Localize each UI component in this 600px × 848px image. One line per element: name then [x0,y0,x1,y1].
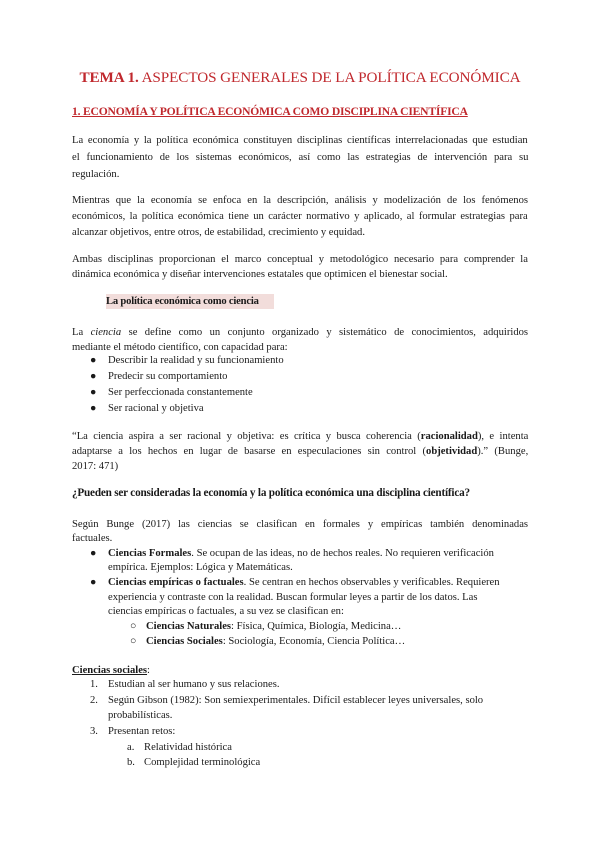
subsection-heading: La política económica como ciencia [106,294,274,309]
text-line: Ambas disciplinas proporcionan el marco conceptual y metodológico necesario para comprender la [72,254,528,265]
text-line: Según Bunge (2017) las ciencias se clasifican en formales y empíricas también denominadas [72,519,529,530]
list-item: ○ [130,621,137,632]
page-title: TEMA 1. ASPECTOS GENERALES DE LA POLÍTICA ECONÓMICA [79,69,521,86]
text-line: La ciencia se define como un conjunto organizado y sistemático de conocimientos, adquiridos [72,327,529,338]
list-number: 1. [90,679,98,690]
section-heading: 1. ECONOMÍA Y POLÍTICA ECONÓMICA COMO DISCIPLINA CIENTÍFICA [72,105,468,118]
question-heading: ¿Pueden ser consideradas la economía y la política económica una disciplina científica? [72,487,470,499]
text-line: Ciencias Naturales: Física, Química, Biología, Medicina… [146,621,402,632]
text-line: adaptarse a los hechos en lugar de basarse en especulaciones sin control (objetividad).” (Bunge, [72,446,529,457]
text-line: el funcionamiento de los sistemas económicos, así como las estrategias de intervención para su [72,152,529,163]
text-line: probabilísticas. [108,710,173,721]
list-item: Relatividad histórica [144,742,232,753]
list-item: Presentan retos: [108,726,176,737]
text-line: Ciencias empíricas o factuales. Se centran en hechos observables y verificables. Requieren [108,577,500,588]
text-line: 2017: 471) [72,461,119,472]
list-letter: b. [127,757,135,768]
list-item: Complejidad terminológica [144,757,261,768]
text-line: factuales. [72,533,113,544]
list-item: Estudian al ser humano y sus relaciones. [108,679,280,690]
list-number: 2. [90,695,98,706]
list-item: Según Gibson (1982): Son semiexperimentales. Difícil establecer leyes universales, solo [108,695,484,706]
text-line: dinámica económica y diseñar intervenciones estatales que optimicen el bienestar social. [72,269,448,280]
text-line: Ciencias Formales. Se ocupan de las ideas, no de hechos reales. No requieren verificación [108,548,494,559]
list-letter: a. [127,742,135,753]
text-line: “La ciencia aspira a ser racional y objetiva: es crítica y busca coherencia (racionalidad), e intenta [72,431,529,442]
text-line: mediante el método científico, con capacidad para: [72,342,288,353]
list-item: ○ [130,636,137,647]
text-line: Ciencias Sociales: Sociología, Economía, Ciencia Política… [146,636,406,647]
text-line: regulación. [72,169,120,180]
text-line: La economía y la política económica constituyen disciplinas científicas interrelacionadas que estudian [72,135,528,146]
document-page: TEMA 1. ASPECTOS GENERALES DE LA POLÍTICA ECONÓMICA 1. ECONOMÍA Y POLÍTICA ECONÓMICA COMO DISCIPLINA CIENTÍFICA La economía y la política económica constituyen disciplinas científicas interrelacionadas que estudian el funcionamiento de los sistemas económicos, así como las estrategias de intervención para su regulación. Mientras que la economía se enfoca en la descripción, análisis y modelización de los fenómenos económicos, la política económica tiene un carácter normativo y aplicado, al formular estrategias para alcanzar objetivos, entre otros, de estabilidad, crecimiento y equidad. Ambas disciplinas proporcionan el marco conceptual y metodológico necesario para comprender la dinámica económica y diseñar intervenciones estatales que optimicen el bienestar social. La política económica como ciencia La ciencia se define como un conjunto organizado y sistemático de conocimientos, adquiridos mediante el método científico, con capacidad para: ● Describir la realidad y su funcionamiento ● Predecir su comportamiento ● Ser perfeccionada constantemente ● Ser racional y objetiva “La ciencia aspira a ser racional y objetiva: es crítica y busca coherencia (racionalidad), e intenta adaptarse a los hechos en lugar de basarse en especulaciones sin control (objetividad).” (Bunge, 2017: 471) ¿Pueden ser consideradas la economía y la política económica una disciplina científica? Según Bunge (2017) las ciencias se clasifican en formales y empíricas también denominadas factuales. ● Ciencias Formales. Se ocupan de las ideas, no de hechos reales. No requieren verificación empírica. Ejemplos: Lógica y Matemáticas. ● Ciencias empíricas o factuales. Se centran en hechos observables y verificables. Requieren experiencia y contraste con la realidad. Buscan formular leyes a partir de los datos. Las ciencias empíricas o factuales, a su vez se clasifican en: ○ Ciencias Naturales: Física, Química, Biología, Medicina… ○ Ciencias Sociales: Sociología, Economía, Ciencia Política… Ciencias sociales: 1. Estudian al ser humano y sus relaciones. 2. Según Gibson (1982): Son semiexperimentales. Difícil establecer leyes universales, solo probabilísticas. 3. Presentan retos: a. Relatividad histórica b. Complejidad terminológica [0,0,600,848]
text-line: empírica. Ejemplos: Lógica y Matemáticas. [108,562,293,573]
list-item: ● [90,577,97,588]
text-line: experiencia y contraste con la realidad. Buscan formular leyes a partir de los datos. Las [108,592,478,603]
text-line: económicos, la política económica tiene un carácter normativo y aplicado, al formular estrategias para [72,211,528,222]
list-item: ● [90,548,97,559]
text-line: alcanzar objetivos, entre otros, de estabilidad, crecimiento y equidad. [72,227,365,238]
text-line: Mientras que la economía se enfoca en la descripción, análisis y modelización de los fenómenos [72,195,529,206]
list-number: 3. [90,726,98,737]
social-sciences-heading: Ciencias sociales: [72,665,150,676]
text-line: ciencias empíricas o factuales, a su vez se clasifican en: [108,606,344,617]
